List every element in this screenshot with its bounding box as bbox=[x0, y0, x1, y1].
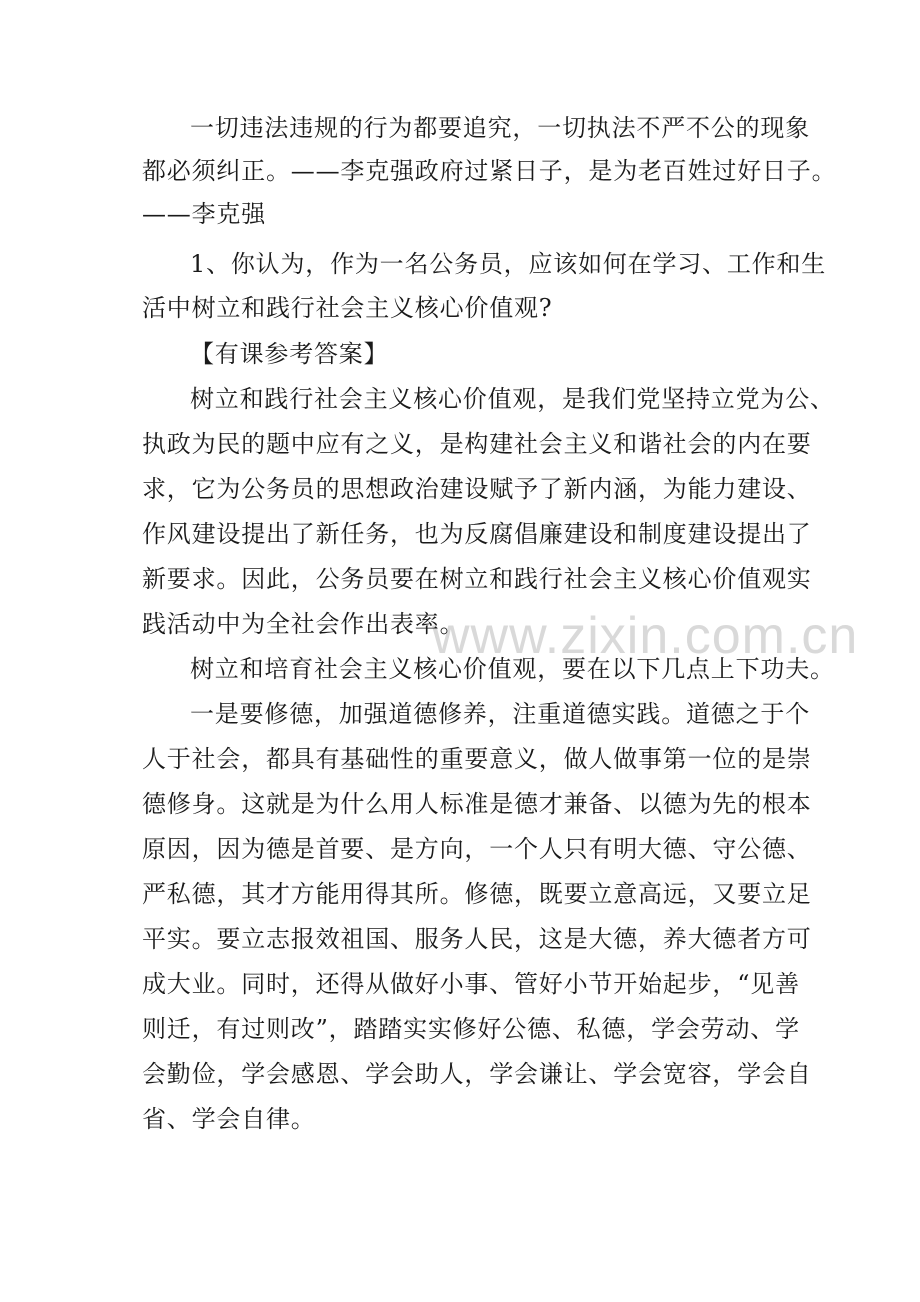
text-line-12: 践活动中为全社会作出表率。 bbox=[142, 610, 465, 638]
text-line-15: 人于社会，都具有基础性的重要意义，做人做事第一位的是崇 bbox=[142, 745, 812, 773]
text-line-1: 一切违法违规的行为都要追究，一切执法不严不公的现象 bbox=[190, 114, 810, 142]
text-line-23: 省、学会自律。 bbox=[142, 1105, 316, 1133]
text-line-21: 则迁，有过则改”，踏踏实实修好公德、私德，学会劳动、学 bbox=[142, 1015, 800, 1043]
text-line-9: 求，它为公务员的思想政治建设赋予了新内涵，为能力建设、 bbox=[142, 475, 812, 503]
text-line-14: 一是要修德，加强道德修养，注重道德实践。道德之于个 bbox=[190, 700, 810, 728]
watermark: www.zixin.com.cn bbox=[432, 607, 859, 665]
text-line-20: 成大业。同时，还得从做好小事、管好小节开始起步，“见善 bbox=[142, 970, 800, 998]
text-line-11: 新要求。因此，公务员要在树立和践行社会主义核心价值观实 bbox=[142, 565, 812, 593]
text-line-18: 严私德，其才方能用得其所。修德，既要立意高远，又要立足 bbox=[142, 880, 812, 908]
text-line-16: 德修身。这就是为什么用人标准是德才兼备、以德为先的根本 bbox=[142, 790, 812, 818]
text-line-3: ——李克强 bbox=[142, 200, 266, 228]
question-line-1: 1、你认为，作为一名公务员，应该如何在学习、工作和生 bbox=[190, 250, 827, 278]
text-line-13: 树立和培育社会主义核心价值观，要在以下几点上下功夫。 bbox=[190, 655, 835, 683]
text-line-17: 原因，因为德是首要、是方向，一个人只有明大德、守公德、 bbox=[142, 835, 812, 863]
text-line-7: 树立和践行社会主义核心价值观，是我们党坚持立党为公、 bbox=[190, 385, 835, 413]
text-line-19: 平实。要立志报效祖国、服务人民，这是大德，养大德者方可 bbox=[142, 925, 812, 953]
text-line-22: 会勤俭，学会感恩、学会助人，学会谦让、学会宽容，学会自 bbox=[142, 1060, 812, 1088]
text-line-8: 执政为民的题中应有之义，是构建社会主义和谐社会的内在要 bbox=[142, 430, 812, 458]
question-line-2: 活中树立和践行社会主义核心价值观? bbox=[142, 294, 553, 322]
text-line-2: 都必须纠正。——李克强政府过紧日子，是为老百姓过好日子。 bbox=[142, 157, 837, 185]
text-line-10: 作风建设提出了新任务，也为反腐倡廉建设和制度建设提出了 bbox=[142, 520, 812, 548]
answer-heading: 【有课参考答案】 bbox=[190, 340, 389, 368]
